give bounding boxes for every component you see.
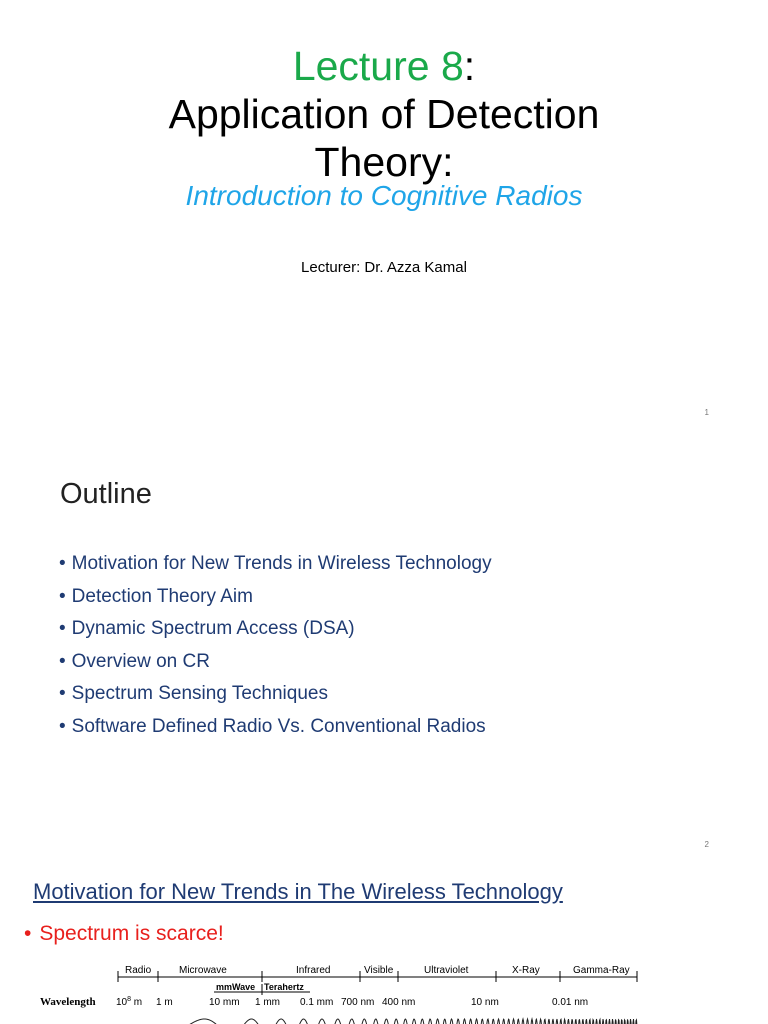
subband-label: mmWave [216,982,256,992]
wavelength-value: 1 m [156,997,173,1008]
lecturer-name: Lecturer: Dr. Azza Kamal [301,259,467,276]
band-label: Microwave [179,965,227,976]
band-label: Visible [364,965,394,976]
wavelength-label: Wavelength [40,996,96,1008]
outline-list [59,548,492,743]
slide-1 [0,0,768,432]
outline-item: • Dynamic Spectrum Access (DSA) [59,613,492,646]
wavelength-value: 10 nm [471,997,499,1008]
title-line-2: Application of Detection [168,91,600,137]
slide-2 [0,432,768,864]
band-label: Ultraviolet [424,965,469,976]
band-label: Infrared [296,965,331,976]
slide-3-title: Motivation for New Trends in The Wireless Technology [33,879,563,904]
slide-1-title [0,42,768,186]
wavelength-value: 0.01 nm [552,997,589,1008]
band-label: Radio [125,965,152,976]
wavelength-value: 400 nm [382,997,416,1008]
outline-title: Outline [60,478,152,510]
spectrum-scarce-bullet: • Spectrum is scarce! [24,922,224,946]
band-label: X-Ray [512,965,540,976]
slide-1-subtitle: Introduction to Cognitive Radios [185,180,583,211]
outline-item: • Overview on CR [59,646,492,679]
title-line-3: Theory: [314,139,454,185]
em-spectrum-diagram [0,959,768,1024]
wavelength-value: 1 mm [255,997,280,1008]
slide-3 [0,864,768,1024]
outline-item: • Motivation for New Trends in Wireless Technology [59,548,492,581]
wavelength-value: 10 mm [209,997,240,1008]
page-number-2: 2 [704,840,709,849]
subband-label: Terahertz [264,982,304,992]
wavelength-value: 700 nm [341,997,375,1008]
title-colon: : [463,43,476,89]
outline-item: • Spectrum Sensing Techniques [59,678,492,711]
wave-illustration [120,1019,637,1024]
lecture-number: Lecture 8 [292,43,464,89]
outline-item: • Software Defined Radio Vs. Conventional Radios [59,711,492,744]
wavelength-value: $10^8$ m [116,996,143,1008]
page-number-1: 1 [704,408,709,417]
wavelength-value: 0.1 mm [300,997,334,1008]
band-label: Gamma-Ray [573,965,630,976]
outline-item: • Detection Theory Aim [59,581,492,614]
